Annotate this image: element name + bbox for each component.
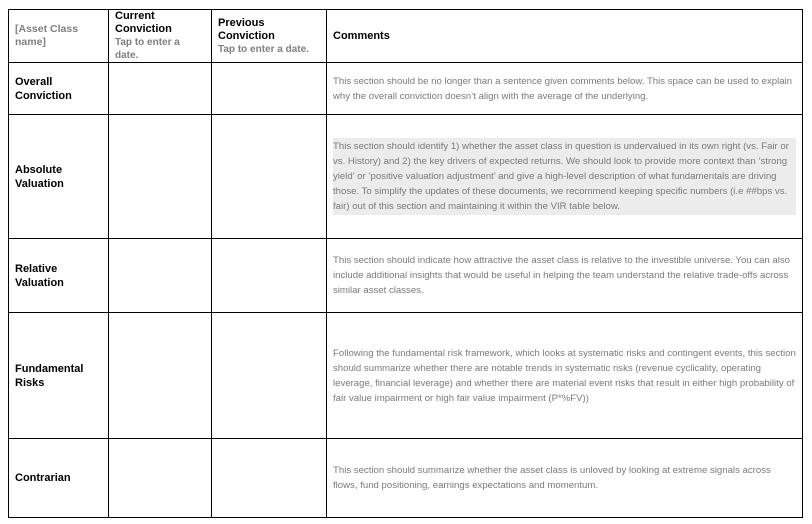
table-row-fundamental-risks <box>9 313 803 439</box>
current-conviction-cell[interactable] <box>109 239 212 313</box>
row-label-overall-conviction: Overall Conviction <box>9 63 109 115</box>
current-conviction-date-picker[interactable]: Tap to enter a date. <box>115 37 180 61</box>
asset-class-placeholder: [Asset Class name] <box>15 23 79 48</box>
current-conviction-cell[interactable] <box>109 63 212 115</box>
comment-text: Following the fundamental risk framework, which looks at systematic risks and contingent events, this section should summarize whether there are notable trends in systematic risks (revenue cyclicality, operating leverage, financial leverage) and whether there are material event risks that result in either high probability of fair value impairment or high fair value impairment (P*%FV)) <box>333 347 796 404</box>
row-label-contrarian: Contrarian <box>9 439 109 518</box>
row-label-absolute-valuation: Absolute Valuation <box>9 115 109 239</box>
table-row-absolute-valuation <box>9 115 803 239</box>
comment-text: This section should be no longer than a sentence given comments below. This space can be used to explain why the overall conviction doesn’t align with the average of the underlying. <box>333 75 793 102</box>
header-row <box>9 10 803 63</box>
previous-conviction-cell[interactable] <box>212 313 327 439</box>
comment-text: This section should indicate how attractive the asset class is relative to the investible universe. You can also include additional insights that would be useful in helping the team understand the relative trade-offs across similar asset classes. <box>333 255 791 296</box>
comment-cell[interactable] <box>327 313 803 439</box>
current-conviction-cell[interactable] <box>109 313 212 439</box>
comment-text-highlighted: This section should identify 1) whether the asset class in question is undervalued in its own right (vs. Fair or vs. History) and 2) the key drivers of expected returns. We should look to provide more context than ‘strong yield’ or ‘positive valuation adjustment’ and give a high-level description of what fundamentals are driving those. To simplify the updates of these documents, we recommend keeping specific numbers (i.e ##bps vs. fair) out of this section and maintaining it within the VIR table below. <box>333 138 796 215</box>
previous-conviction-cell[interactable] <box>212 63 327 115</box>
comment-cell[interactable] <box>327 63 803 115</box>
table-row-contrarian <box>9 439 803 518</box>
conviction-table <box>8 9 803 518</box>
previous-conviction-date-picker[interactable]: Tap to enter a date. <box>218 43 309 55</box>
comment-cell[interactable] <box>327 115 803 239</box>
comment-text: This section should summarize whether the asset class is unloved by looking at extreme signals across flows, fund positioning, earnings expectations and momentum. <box>333 465 771 491</box>
comment-cell[interactable] <box>327 239 803 313</box>
previous-conviction-title: Previous Conviction <box>218 16 275 42</box>
row-label-relative-valuation: Relative Valuation <box>9 239 109 313</box>
table-row-relative-valuation <box>9 239 803 313</box>
current-conviction-cell[interactable] <box>109 115 212 239</box>
previous-conviction-cell[interactable] <box>212 439 327 518</box>
previous-conviction-cell[interactable] <box>212 115 327 239</box>
comments-title: Comments <box>333 29 390 42</box>
row-label-fundamental-risks: Fundamental Risks <box>9 313 109 439</box>
previous-conviction-cell[interactable] <box>212 239 327 313</box>
comments-header <box>327 10 803 63</box>
current-conviction-header <box>109 10 212 63</box>
table-row-overall-conviction <box>9 63 803 115</box>
current-conviction-cell[interactable] <box>109 439 212 518</box>
previous-conviction-header <box>212 10 327 63</box>
comment-cell[interactable] <box>327 439 803 518</box>
asset-class-name-field[interactable] <box>9 10 109 63</box>
current-conviction-title: Current Conviction <box>115 10 172 35</box>
